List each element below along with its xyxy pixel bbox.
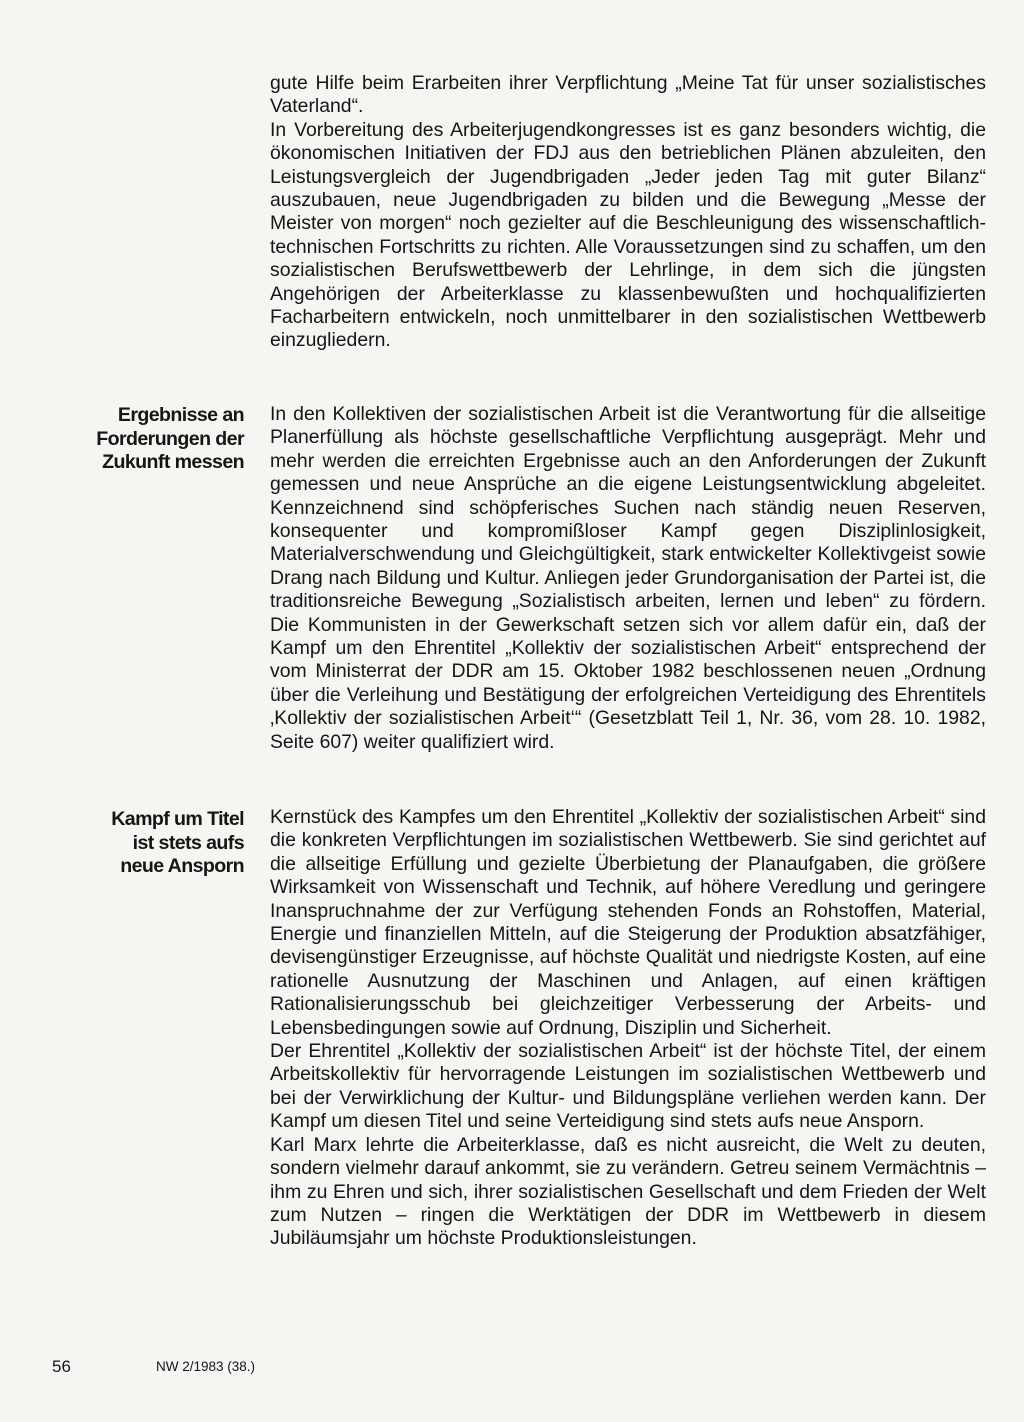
margin-heading: Kampf um Titel ist stets aufs neue Ansporn: [111, 808, 244, 878]
paragraph: gute Hilfe beim Erarbeiten ihrer Verpflichtung „Meine Tat für unser sozialistisches Vaterland“.: [270, 72, 986, 118]
paragraph: In Vorbereitung des Arbeiterjugendkongresses ist es ganz besonders wichtig, die ökonomischen Initiativen der FDJ aus den betrieblichen Plänen abzuleiten, den Leistungsvergleich der Jugendbrigaden „Jeder jeden Tag mit guter Bilanz“ auszubauen, neue Jugendbrigaden zu bilden und die Bewegung „Messe der Meister von morgen“ noch gezielter auf die Beschleunigung des wissenschaftlich-technischen Fortschritts zu richten. Alle Voraussetzungen sind zu schaffen, um den sozialistischen Berufswettbewerb der Lehrlinge, in dem sich die jüngsten Angehörigen der Arbeiterklasse zu klassenbewußten und hochqualifizierten Facharbeitern entwickeln, noch unmittelbarer in den sozialistischen Wettbewerb einzugliedern.: [270, 118, 986, 352]
page-number: 56: [52, 1357, 71, 1376]
margin-heading: Ergebnisse an Forderungen der Zukunft messen: [96, 404, 244, 474]
section-results: [270, 403, 986, 754]
paragraph: Karl Marx lehrte die Arbeiterklasse, daß es nicht ausreicht, die Welt zu deuten, sondern vielmehr darauf ankommt, sie zu verändern. Getreu seinem Vermächtnis – ihm zu Ehren und sich, ihrer sozialistischen Gesellschaft und dem Frieden der Welt zum Nutzen – ringen die Werktätigen der DDR im Wettbewerb in diesem Jubiläumsjahr um höchste Produktionsleistungen.: [270, 1133, 986, 1250]
paragraph: Kernstück des Kampfes um den Ehrentitel „Kollektiv der sozialistischen Arbeit“ sind die konkreten Verpflichtungen im sozialistischen Wettbewerb. Sie sind gerichtet auf die allseitige Erfüllung und gezielte Überbietung der Planaufgaben, die größere Wirksamkeit von Wissenschaft und Technik, auf höhere Veredlung und geringere Inanspruchnahme der zur Verfügung stehenden Fonds an Rohstoffen, Material, Energie und finanziellen Mitteln, auf die Steigerung der Produktion absatzfähiger, devisengünstiger Erzeugnisse, auf höchste Qualität und niedrigste Kosten, auf eine rationelle Ausnutzung der Maschinen und Anlagen, auf einen kräftigen Rationalisierungsschub bei gleichzeitiger Verbesserung der Arbeits- und Lebensbedingungen sowie auf Ordnung, Disziplin und Sicherheit.: [270, 806, 986, 1039]
section-title-struggle: [270, 806, 986, 1251]
paragraph: In den Kollektiven der sozialistischen Arbeit ist die Verantwortung für die allseitige Planerfüllung als höchste gesellschaftliche Verpflichtung ausgeprägt. Mehr und mehr werden die erreichten Ergebnisse auch an den Anforderungen der Zukunft gemessen und neue Ansprüche an die eigene Leistungsentwicklung abgeleitet. Kennzeichnend sind schöpferisches Suchen nach ständig neuen Reserven, konsequenter und kompromißloser Kampf gegen Disziplinlosigkeit, Materialverschwendung und Gleichgültigkeit, stark entwickelter Kollektivgeist sowie Drang nach Bildung und Kultur. Anliegen jeder Grundorganisation der Partei ist, die traditionsreiche Bewegung „Sozialistisch arbeiten, lernen und leben“ zu fördern. Die Kommunisten in der Gewerkschaft setzen sich vor allem dafür ein, daß der Kampf um den Ehrentitel „Kollektiv der sozialistischen Arbeit“ entsprechend der vom Ministerrat der DDR am 15. Oktober 1982 beschlossenen neuen „Ordnung über die Verleihung und Bestätigung der erfolgreichen Verteidigung des Ehrentitels ‚Kollektiv der sozialistischen Arbeit‘“ (Gesetzblatt Teil 1, Nr. 36, vom 28. 10. 1982, Seite 607) weiter qualifiziert wird.: [270, 403, 986, 753]
section-intro: [270, 72, 986, 353]
issue-reference: NW 2/1983 (38.): [156, 1359, 256, 1374]
paragraph: Der Ehrentitel „Kollektiv der sozialistischen Arbeit“ ist der höchste Titel, der einem Arbeitskollektiv für hervorragende Leistungen im sozialistischen Wettbewerb und bei der Verwirklichung der Kultur- und Bildungspläne verliehen werden kann. Der Kampf um diesen Titel und seine Verteidigung sind stets aufs neue Ansporn.: [270, 1040, 986, 1133]
